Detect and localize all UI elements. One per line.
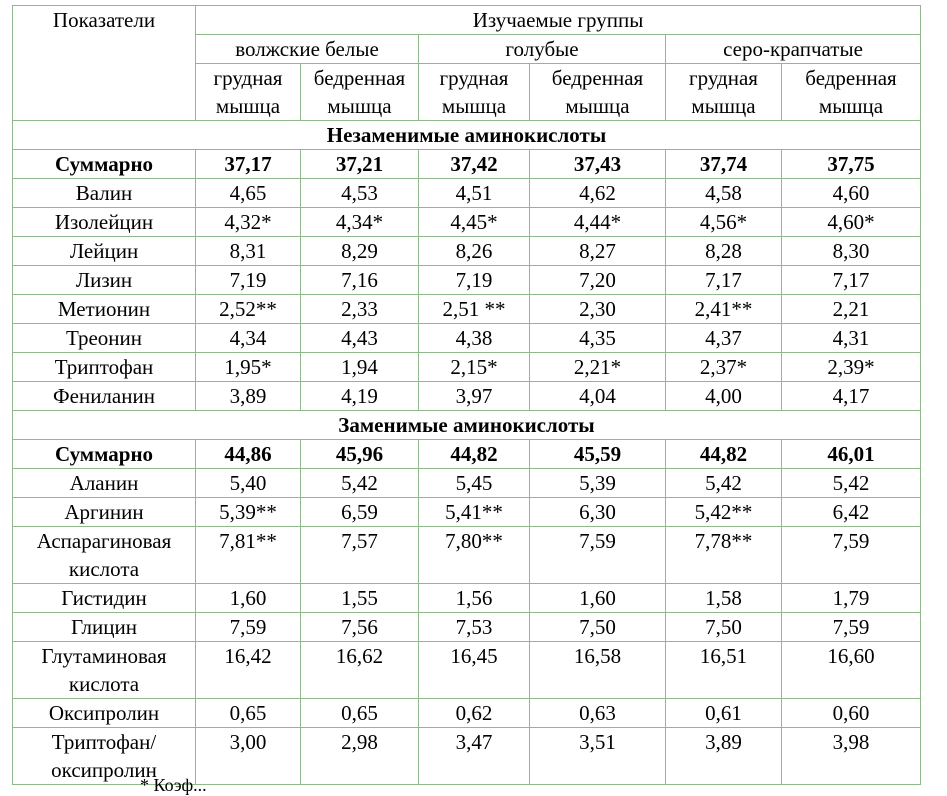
row-label-line: Изолейцин — [54, 210, 154, 234]
table-row — [13, 295, 921, 324]
value-cell: 46,01 — [782, 440, 921, 469]
value-cell: 4,04 — [530, 382, 666, 411]
value-cell: 5,41** — [419, 498, 530, 527]
value-cell: 7,81** — [196, 527, 301, 584]
group-header-volzhskie: волжские белые — [196, 35, 419, 64]
value-cell: 16,58 — [530, 642, 666, 699]
row-label — [13, 440, 196, 469]
row-label-line: Аргинин — [64, 500, 144, 524]
value-cell: 37,43 — [530, 150, 666, 179]
value-cell: 16,45 — [419, 642, 530, 699]
value-cell: 7,50 — [666, 613, 782, 642]
row-label-line: Суммарно — [54, 152, 154, 176]
value-cell: 7,17 — [666, 266, 782, 295]
value-cell: 16,42 — [196, 642, 301, 699]
muscle-header-line: грудная — [213, 66, 283, 90]
row-label — [13, 237, 196, 266]
group-header-golubye: голубые — [419, 35, 666, 64]
value-cell: 4,51 — [419, 179, 530, 208]
row-label — [13, 353, 196, 382]
value-cell: 7,19 — [196, 266, 301, 295]
value-cell: 2,41** — [666, 295, 782, 324]
value-cell: 4,53 — [301, 179, 419, 208]
table-body — [13, 6, 921, 785]
row-label — [13, 382, 196, 411]
groups-title: Изучаемые группы — [196, 6, 921, 35]
value-cell: 0,62 — [419, 699, 530, 728]
muscle-header-line: грудная — [689, 66, 758, 90]
row-label-line: Глицин — [71, 615, 137, 639]
row-label — [13, 208, 196, 237]
value-cell: 1,55 — [301, 584, 419, 613]
section-title: Заменимые аминокислоты — [13, 411, 921, 440]
muscle-header — [196, 64, 301, 121]
value-cell: 5,39 — [530, 469, 666, 498]
row-label-line: Гистидин — [61, 586, 147, 610]
value-cell: 2,30 — [530, 295, 666, 324]
value-cell: 3,00 — [196, 728, 301, 785]
value-cell: 2,51 ** — [419, 295, 530, 324]
value-cell: 0,65 — [196, 699, 301, 728]
row-label — [13, 324, 196, 353]
value-cell: 6,59 — [301, 498, 419, 527]
value-cell: 2,39* — [782, 353, 921, 382]
row-label — [13, 295, 196, 324]
muscle-header-line: мышца — [565, 94, 630, 118]
muscle-header-line: мышца — [691, 94, 756, 118]
row-label — [13, 642, 196, 699]
row-label — [13, 150, 196, 179]
value-cell: 44,82 — [419, 440, 530, 469]
value-cell: 3,89 — [196, 382, 301, 411]
value-cell: 37,75 — [782, 150, 921, 179]
row-label — [13, 699, 196, 728]
muscle-header-line: мышца — [215, 94, 281, 118]
value-cell: 8,31 — [196, 237, 301, 266]
value-cell: 7,80** — [419, 527, 530, 584]
value-cell: 3,51 — [530, 728, 666, 785]
value-cell: 1,95* — [196, 353, 301, 382]
table-row — [13, 237, 921, 266]
row-label — [13, 498, 196, 527]
value-cell: 7,59 — [530, 527, 666, 584]
value-cell: 4,17 — [782, 382, 921, 411]
table-row — [13, 642, 921, 699]
value-cell: 7,57 — [301, 527, 419, 584]
muscle-header-line: грудная — [439, 66, 509, 90]
section-row — [13, 121, 921, 150]
value-cell: 7,19 — [419, 266, 530, 295]
value-cell: 16,62 — [301, 642, 419, 699]
value-cell: 4,00 — [666, 382, 782, 411]
value-cell: 7,56 — [301, 613, 419, 642]
muscle-header — [419, 64, 530, 121]
value-cell: 5,42** — [666, 498, 782, 527]
row-label-line: Метионин — [57, 297, 151, 321]
value-cell: 0,63 — [530, 699, 666, 728]
table-row — [13, 208, 921, 237]
value-cell: 1,79 — [782, 584, 921, 613]
muscle-header — [782, 64, 921, 121]
value-cell: 7,59 — [782, 527, 921, 584]
value-cell: 2,52** — [196, 295, 301, 324]
value-cell: 0,61 — [666, 699, 782, 728]
value-cell: 2,33 — [301, 295, 419, 324]
value-cell: 1,60 — [196, 584, 301, 613]
header-row-groups — [13, 6, 921, 35]
value-cell: 7,16 — [301, 266, 419, 295]
table-row — [13, 150, 921, 179]
value-cell: 4,35 — [530, 324, 666, 353]
row-label-line: Аспарагиновая — [36, 529, 172, 553]
value-cell: 44,82 — [666, 440, 782, 469]
value-cell: 2,37* — [666, 353, 782, 382]
value-cell: 1,60 — [530, 584, 666, 613]
value-cell: 5,42 — [301, 469, 419, 498]
value-cell: 2,15* — [419, 353, 530, 382]
value-cell: 4,60 — [782, 179, 921, 208]
row-label — [13, 584, 196, 613]
row-label-line: Лейцин — [69, 239, 139, 263]
value-cell: 4,45* — [419, 208, 530, 237]
value-cell: 0,65 — [301, 699, 419, 728]
value-cell: 4,44* — [530, 208, 666, 237]
value-cell: 8,29 — [301, 237, 419, 266]
value-cell: 6,42 — [782, 498, 921, 527]
value-cell: 2,98 — [301, 728, 419, 785]
muscle-header-line: бедренная — [805, 66, 897, 90]
row-label-line: Оксипролин — [48, 701, 160, 725]
value-cell: 6,30 — [530, 498, 666, 527]
value-cell: 3,47 — [419, 728, 530, 785]
muscle-header-line: бедренная — [551, 66, 644, 90]
table-row — [13, 469, 921, 498]
value-cell: 44,86 — [196, 440, 301, 469]
muscle-header — [301, 64, 419, 121]
table-row — [13, 699, 921, 728]
row-label — [13, 469, 196, 498]
value-cell: 3,89 — [666, 728, 782, 785]
value-cell: 5,42 — [782, 469, 921, 498]
value-cell: 45,96 — [301, 440, 419, 469]
value-cell: 7,20 — [530, 266, 666, 295]
muscle-header-line: бедренная — [313, 66, 406, 90]
value-cell: 4,58 — [666, 179, 782, 208]
table-row — [13, 353, 921, 382]
value-cell: 4,56* — [666, 208, 782, 237]
row-label-line: Фениланин — [53, 384, 155, 408]
value-cell: 3,97 — [419, 382, 530, 411]
footnote: * Коэф... — [140, 775, 207, 795]
value-cell: 5,39** — [196, 498, 301, 527]
section-title: Незаменимые аминокислоты — [13, 121, 921, 150]
table-row — [13, 613, 921, 642]
value-cell: 8,30 — [782, 237, 921, 266]
value-cell: 7,17 — [782, 266, 921, 295]
value-cell: 4,60* — [782, 208, 921, 237]
table-row — [13, 179, 921, 208]
value-cell: 16,60 — [782, 642, 921, 699]
value-cell: 7,50 — [530, 613, 666, 642]
value-cell: 7,78** — [666, 527, 782, 584]
row-label — [13, 613, 196, 642]
row-label — [13, 527, 196, 584]
table-row — [13, 324, 921, 353]
value-cell: 37,42 — [419, 150, 530, 179]
value-cell: 1,94 — [301, 353, 419, 382]
row-label-line: Суммарно — [54, 442, 154, 466]
value-cell: 2,21 — [782, 295, 921, 324]
value-cell: 5,40 — [196, 469, 301, 498]
table-row — [13, 527, 921, 584]
row-label-line: Лизин — [75, 268, 133, 292]
muscle-header — [666, 64, 782, 121]
value-cell: 37,74 — [666, 150, 782, 179]
value-cell: 5,42 — [666, 469, 782, 498]
value-cell: 4,43 — [301, 324, 419, 353]
value-cell: 37,17 — [196, 150, 301, 179]
value-cell: 8,26 — [419, 237, 530, 266]
value-cell: 8,28 — [666, 237, 782, 266]
muscle-header-line: мышца — [327, 94, 392, 118]
table-row — [13, 382, 921, 411]
value-cell: 1,56 — [419, 584, 530, 613]
value-cell: 0,60 — [782, 699, 921, 728]
value-cell: 7,59 — [196, 613, 301, 642]
row-label-line: кислота — [68, 672, 140, 696]
value-cell: 16,51 — [666, 642, 782, 699]
value-cell: 3,98 — [782, 728, 921, 785]
row-label-line: кислота — [68, 557, 140, 581]
value-cell: 4,62 — [530, 179, 666, 208]
value-cell: 4,34* — [301, 208, 419, 237]
value-cell: 4,38 — [419, 324, 530, 353]
value-cell: 8,27 — [530, 237, 666, 266]
row-label — [13, 179, 196, 208]
value-cell: 2,21* — [530, 353, 666, 382]
value-cell: 1,58 — [666, 584, 782, 613]
value-cell: 5,45 — [419, 469, 530, 498]
value-cell: 45,59 — [530, 440, 666, 469]
value-cell: 4,37 — [666, 324, 782, 353]
value-cell: 4,34 — [196, 324, 301, 353]
row-label — [13, 266, 196, 295]
group-header-sero-krapchatye: серо-крапчатые — [666, 35, 921, 64]
muscle-header — [530, 64, 666, 121]
value-cell: 4,19 — [301, 382, 419, 411]
row-label-line: Валин — [75, 181, 133, 205]
muscle-header-line: мышца — [818, 94, 884, 118]
section-row — [13, 411, 921, 440]
value-cell: 7,53 — [419, 613, 530, 642]
value-cell: 4,31 — [782, 324, 921, 353]
row-label-line: Аланин — [69, 471, 139, 495]
row-label-line: оксипролин — [51, 758, 157, 782]
value-cell: 4,32* — [196, 208, 301, 237]
row-label-line: Триптофан — [54, 355, 154, 379]
row-label-line: Триптофан/ — [51, 730, 157, 754]
row-label-line: Треонин — [65, 326, 143, 350]
muscle-header-line: мышца — [441, 94, 507, 118]
table-row — [13, 266, 921, 295]
table-row — [13, 440, 921, 469]
indicator-header: Показатели — [13, 6, 196, 121]
table-row — [13, 498, 921, 527]
value-cell: 37,21 — [301, 150, 419, 179]
table-row — [13, 584, 921, 613]
value-cell: 4,65 — [196, 179, 301, 208]
value-cell: 7,59 — [782, 613, 921, 642]
row-label-line: Глутаминовая — [41, 644, 167, 668]
amino-acid-table — [12, 5, 921, 785]
